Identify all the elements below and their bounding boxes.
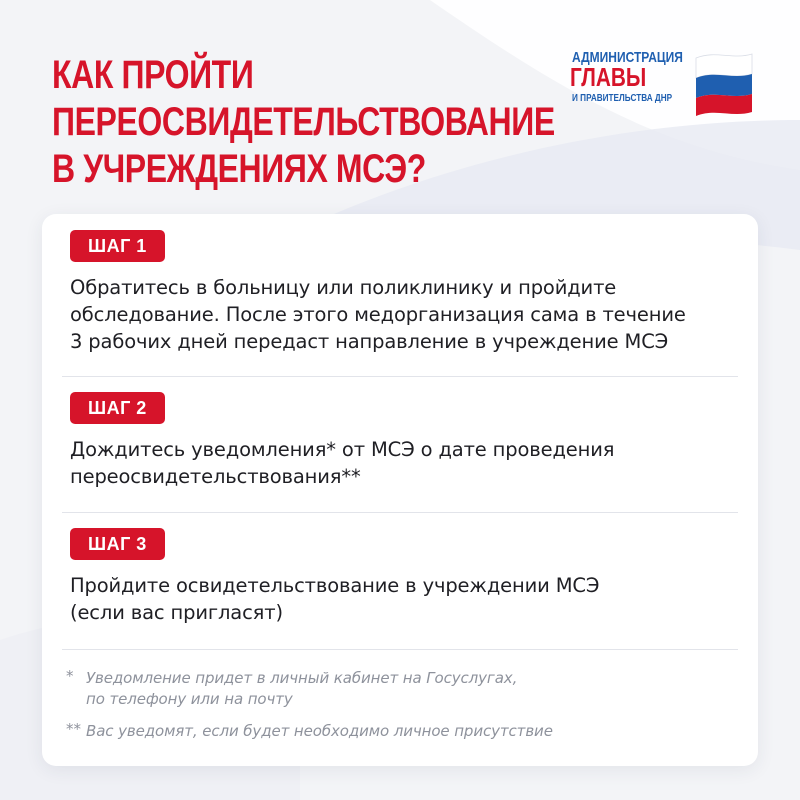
page-title xyxy=(52,52,555,193)
logo-line-3: И ПРАВИТЕЛЬСТВА ДНР xyxy=(572,93,673,104)
divider-2 xyxy=(62,512,738,513)
logo-line-2: ГЛАВЫ xyxy=(570,62,647,92)
title-line-1: КАК ПРОЙТИ xyxy=(52,53,254,97)
footnote-2-mark: ** xyxy=(66,720,81,738)
administration-logo xyxy=(570,48,760,118)
step-3-badge: ШАГ 3 xyxy=(70,528,165,560)
title-line-2: ПЕРЕОСВИДЕТЕЛЬСТВОВАНИЕ xyxy=(52,100,555,144)
step-2-text: Дождитесь уведомления* от МСЭ о дате проведения переосвидетельствования** xyxy=(70,438,615,488)
step-3 xyxy=(70,528,740,626)
steps-card xyxy=(42,214,758,766)
step-3-text: Пройдите освидетельствование в учреждении МСЭ (если вас пригласят) xyxy=(70,574,600,624)
divider-3 xyxy=(62,649,738,650)
russian-flag-icon xyxy=(690,50,762,116)
step-2-badge: ШАГ 2 xyxy=(70,392,165,424)
step-1 xyxy=(70,230,740,355)
footnote-1-mark: * xyxy=(66,667,74,685)
footnote-1-text: Уведомление придет в личный кабинет на Госуслугах, по телефону или на почту xyxy=(86,669,518,708)
logo-line-1: АДМИНИСТРАЦИЯ xyxy=(572,49,683,66)
step-1-badge: ШАГ 1 xyxy=(70,230,165,262)
divider-1 xyxy=(62,376,738,377)
step-2 xyxy=(70,392,740,490)
title-line-3: В УЧРЕЖДЕНИЯХ МСЭ? xyxy=(52,147,426,191)
footnote-2 xyxy=(66,721,726,742)
footnote-1 xyxy=(66,668,726,710)
step-1-text: Обратитесь в больницу или поликлинику и пройдите обследование. После этого медорганизация сама в течение 3 рабочих дней передаст направление в учреждение МСЭ xyxy=(70,276,686,353)
footnote-2-text: Вас уведомят, если будет необходимо личное присутствие xyxy=(86,722,553,740)
